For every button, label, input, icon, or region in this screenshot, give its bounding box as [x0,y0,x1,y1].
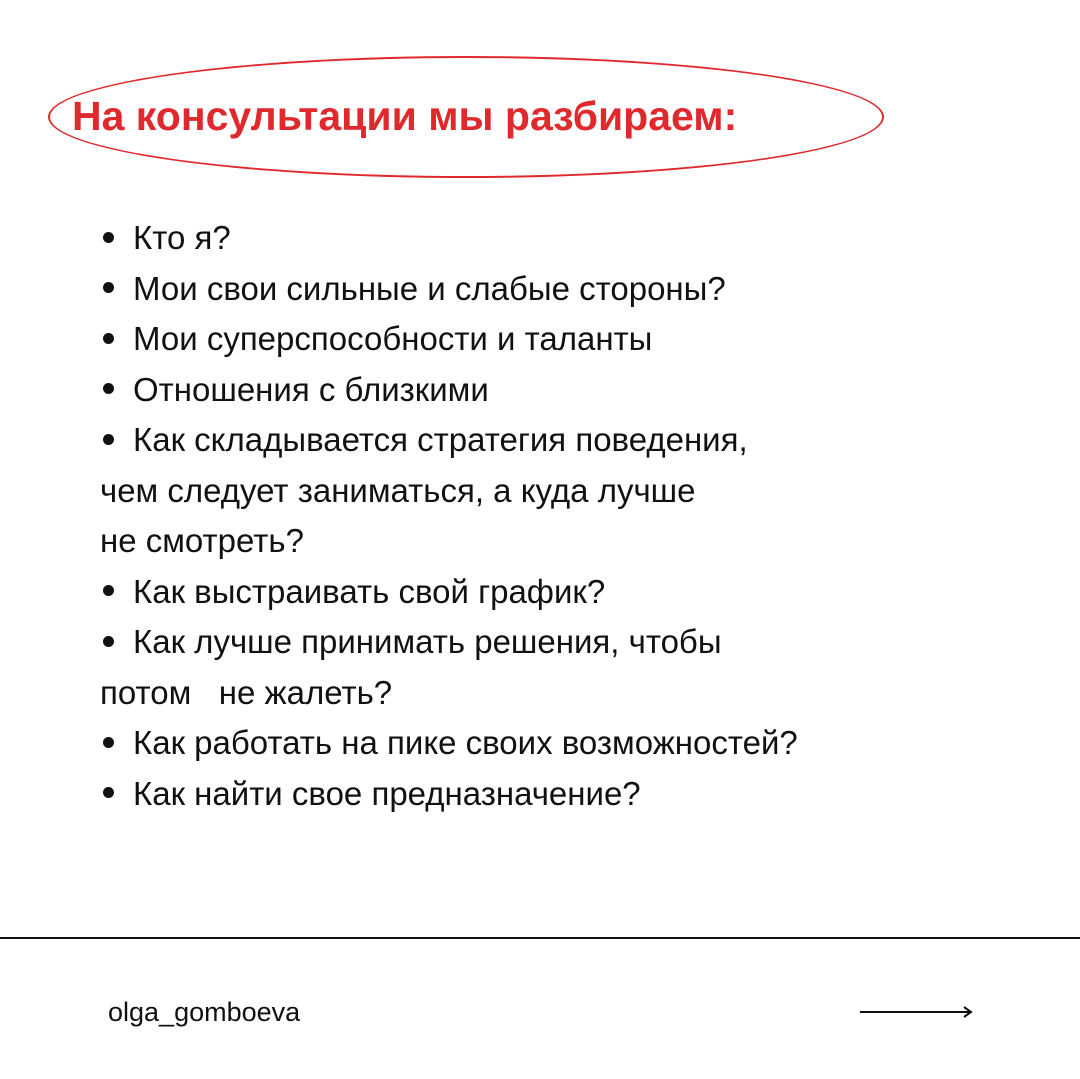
list-item-text: Кто я? [133,219,231,256]
bullet-icon [103,333,114,344]
list-item-text: Как складывается стратегия поведения, чем следует заниматься, а куда лучше не смотреть? [100,421,748,559]
author-handle[interactable]: olga_gomboeva [108,997,301,1027]
bullet-icon [103,737,114,748]
list-item [100,567,1060,618]
list-item-text: Как найти свое предназначение? [133,774,641,812]
bullet-icon [103,383,114,394]
list-item [100,769,1060,820]
footer-divider [0,937,1080,939]
bullet-icon [103,434,114,445]
page-title: На консультации мы разбираем: [72,93,738,139]
bullet-icon [103,282,114,293]
list-item-text: Как лучше принимать решения, чтобы потом не жалеть? [100,623,722,711]
list-item [100,365,1060,416]
bullet-icon [103,787,114,798]
list-item [100,617,1060,718]
topic-list [100,213,1060,819]
bullet-icon [103,585,114,596]
list-item-text: Как выстраивать свой график? [133,572,606,610]
list-item-text: Мои свои сильные и слабые стороны? [133,269,726,307]
bullet-icon [103,636,114,647]
list-item [100,314,1060,365]
list-item [100,264,1060,315]
list-item-text: Как работать на пике своих возможностей? [133,724,798,761]
list-item-text: Мои суперспособности и таланты [133,320,653,357]
list-item [100,415,1060,567]
arrow-right-icon[interactable] [860,1004,974,1020]
list-item [100,718,1060,769]
list-item [100,213,1060,264]
list-item-text: Отношения с близкими [133,370,489,408]
bullet-icon [103,232,114,243]
